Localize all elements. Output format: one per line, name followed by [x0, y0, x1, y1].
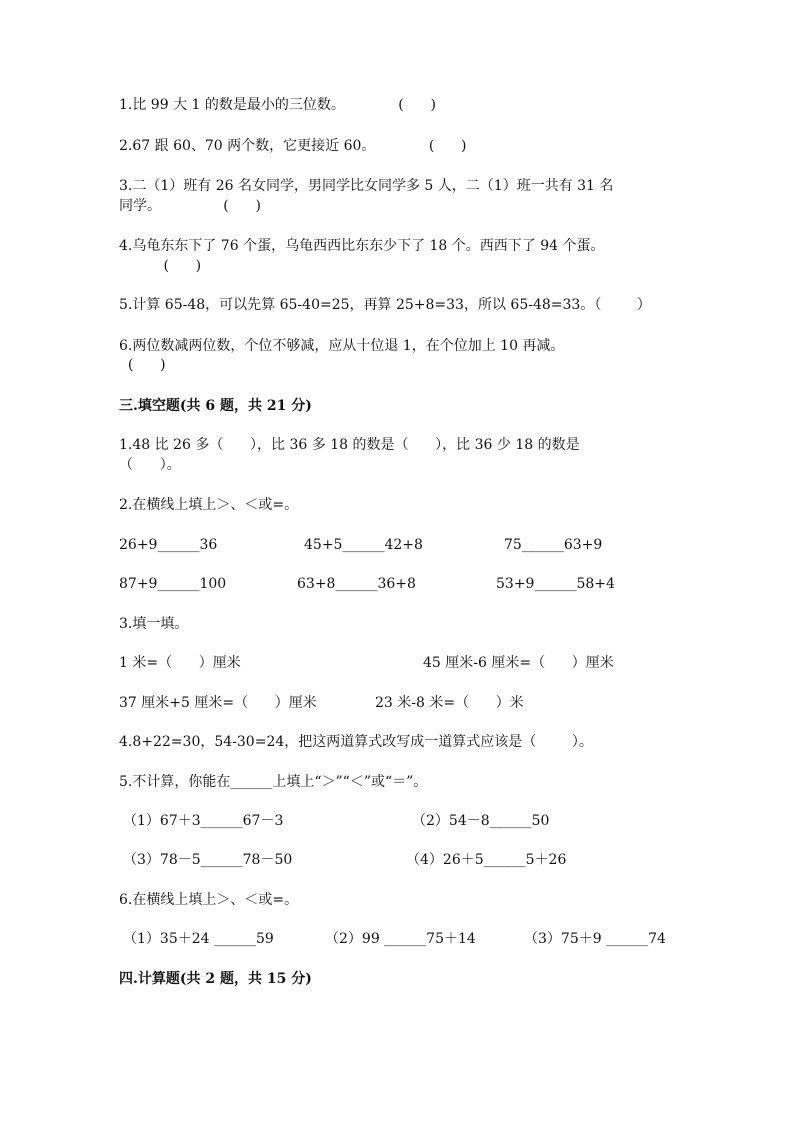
fill-q5-r1-c1: （1）67＋3______67－3: [123, 813, 284, 829]
fill-q2-r2-c1: 87+9______100: [119, 576, 227, 592]
section-3-title: 三.填空题(共 6 题，共 21 分): [119, 398, 312, 414]
fill-q5-r2-c2: （4）26＋5______5＋26: [406, 852, 567, 868]
fill-q2-r1-c3: 75______63+9: [504, 537, 603, 553]
judgement-item-1: 1.比 99 大 1 的数是最小的三位数。 ( ): [119, 97, 436, 113]
fill-q6-r1-c1: （1）35＋24 ______59: [123, 931, 274, 947]
fill-q2-r1-c1: 26+9______36: [119, 537, 218, 553]
section-4-title: 四.计算题(共 2 题，共 15 分): [119, 971, 312, 987]
fill-q2-r2-c2: 63+8______36+8: [297, 576, 416, 592]
fill-q6-r1-c2: （2）99 ______75＋14: [325, 931, 476, 947]
judgement-item-3-line-1: 3.二（1）班有 26 名女同学，男同学比女同学多 5 人，二（1）班一共有 31 名: [119, 178, 614, 194]
judgement-item-6-line-1: 6.两位数减两位数，个位不够减，应从十位退 1，在个位加上 10 再减。: [119, 338, 565, 354]
fill-q2-r1-c2: 45+5______42+8: [304, 537, 423, 553]
fill-q6-prompt: 6.在横线上填上＞、＜或=。: [119, 892, 299, 908]
fill-q5-prompt: 5.不计算，你能在______上填上“＞”“＜”或“＝”。: [119, 774, 428, 790]
fill-q1-line-2: （ ）。: [119, 457, 181, 473]
fill-q4: 4.8+22=30，54-30=24，把这两道算式改写成一道算式应该是（ ）。: [119, 734, 593, 750]
fill-q1-line-1: 1.48 比 26 多（ ），比 36 多 18 的数是（ ），比 36 少 18 的数是: [119, 437, 580, 453]
fill-q3-r1-c2: 45 厘米-6 厘米=（ ）厘米: [423, 655, 614, 671]
fill-q3-r2-c1: 37 厘米+5 厘米=（ ）厘米: [119, 695, 317, 711]
judgement-item-2: 2.67 跟 60、70 两个数，它更接近 60。 ( ): [119, 138, 467, 154]
fill-q5-r1-c2: （2）54－8______50: [412, 813, 550, 829]
fill-q2-r2-c3: 53+9______58+4: [496, 576, 615, 592]
fill-q6-r1-c3: （3）75＋9 ______74: [524, 931, 666, 947]
fill-q5-r2-c1: （3）78－5______78－50: [123, 852, 293, 868]
judgement-item-4-line-1: 4.乌龟东东下了 76 个蛋，乌龟西西比东东少下了 18 个。西西下了 94 个蛋。: [119, 238, 605, 254]
judgement-item-4-line-2: ( ): [119, 258, 202, 274]
fill-q3-r1-c1: 1 米=（ ）厘米: [119, 655, 241, 671]
judgement-item-6-line-2: ( ): [119, 357, 166, 373]
fill-q3-r2-c2: 23 米-8 米=（ ）米: [375, 695, 524, 711]
fill-q3-prompt: 3.填一填。: [119, 616, 189, 632]
judgement-item-5: 5.计算 65-48，可以先算 65-40=25，再算 25+8=33，所以 65-48=33。（ ）: [119, 297, 651, 313]
fill-q2-prompt: 2.在横线上填上＞、＜或=。: [119, 497, 299, 513]
judgement-item-3-line-2: 同学。 ( ): [119, 198, 261, 214]
